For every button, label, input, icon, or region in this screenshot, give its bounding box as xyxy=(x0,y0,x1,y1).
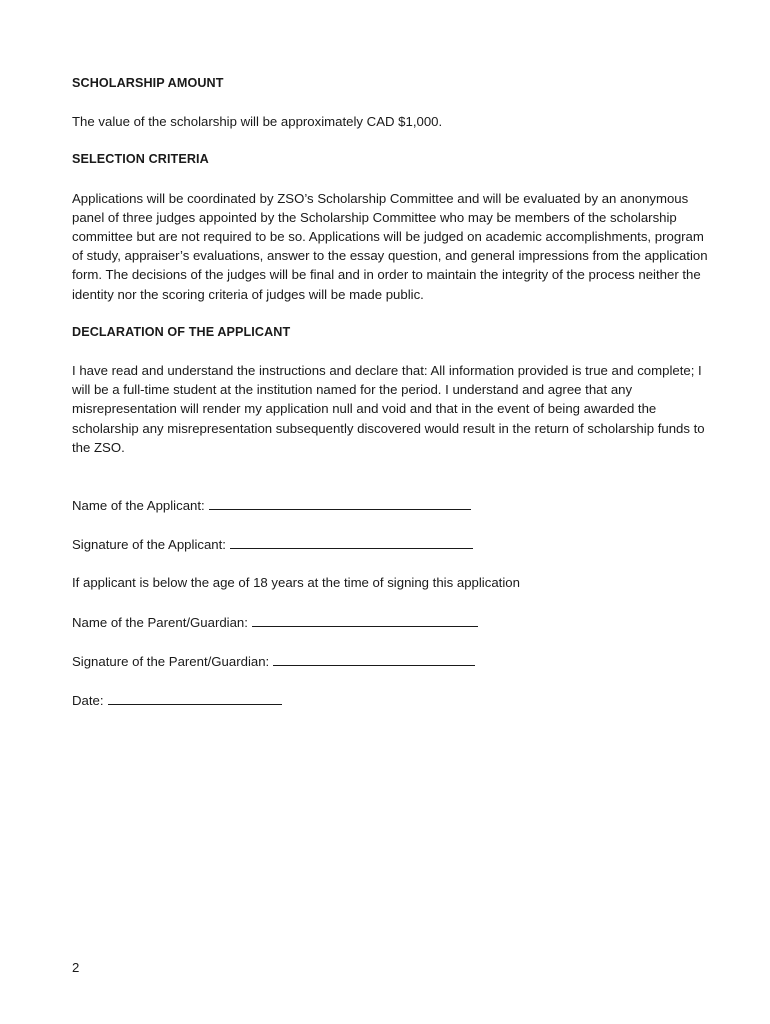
guardian-signature-label: Signature of the Parent/Guardian: xyxy=(72,653,270,669)
applicant-signature-row xyxy=(72,534,712,554)
declaration-heading: DECLARATION OF THE APPLICANT xyxy=(72,324,291,339)
minor-note: If applicant is below the age of 18 years at the time of signing this application xyxy=(72,575,520,591)
applicant-signature-label: Signature of the Applicant: xyxy=(72,537,226,553)
guardian-name-label: Name of the Parent/Guardian: xyxy=(72,614,248,630)
applicant-name-label: Name of the Applicant: xyxy=(72,498,205,514)
guardian-signature-field[interactable] xyxy=(273,651,475,666)
guardian-name-row xyxy=(72,612,712,632)
scholarship-amount-heading: SCHOLARSHIP AMOUNT xyxy=(72,76,224,90)
applicant-name-row xyxy=(72,495,712,515)
applicant-name-field[interactable] xyxy=(209,495,471,510)
declaration-text: I have read and understand the instructions and declare that: All information provided is true and complete; I will be a full-time student at the institution named for the period. I understand and agree that any misrepresentation will render my application null and void and that in the event of being awarded the scholarship any misrepresentation subsequently discovered would result in the return of scholarship funds to the ZSO. xyxy=(72,363,705,455)
guardian-name-field[interactable] xyxy=(252,612,478,627)
document-content xyxy=(72,74,712,710)
date-field[interactable] xyxy=(108,690,282,705)
applicant-signature-field[interactable] xyxy=(230,534,473,549)
page-number: 2 xyxy=(72,960,80,975)
date-row xyxy=(72,690,712,710)
selection-criteria-heading: SELECTION CRITERIA xyxy=(72,152,209,167)
guardian-signature-row xyxy=(72,651,712,671)
selection-criteria-text: Applications will be coordinated by ZSO’s Scholarship Committee and will be evaluated by an anonymous panel of three judges appointed by the Scholarship Committee who may be members of the scholarship committee but are not required to be so. Applications will be judged on academic accomplishments, program of study, appraiser’s evaluations, answer to the essay question, and general impressions from the application form. The decisions of the judges will be final and in order to maintain the integrity of the process neither the identity nor the scoring criteria of judges will be made public. xyxy=(72,190,708,302)
scholarship-amount-text: The value of the scholarship will be approximately CAD $1,000. xyxy=(72,114,443,130)
date-label: Date: xyxy=(72,693,104,709)
